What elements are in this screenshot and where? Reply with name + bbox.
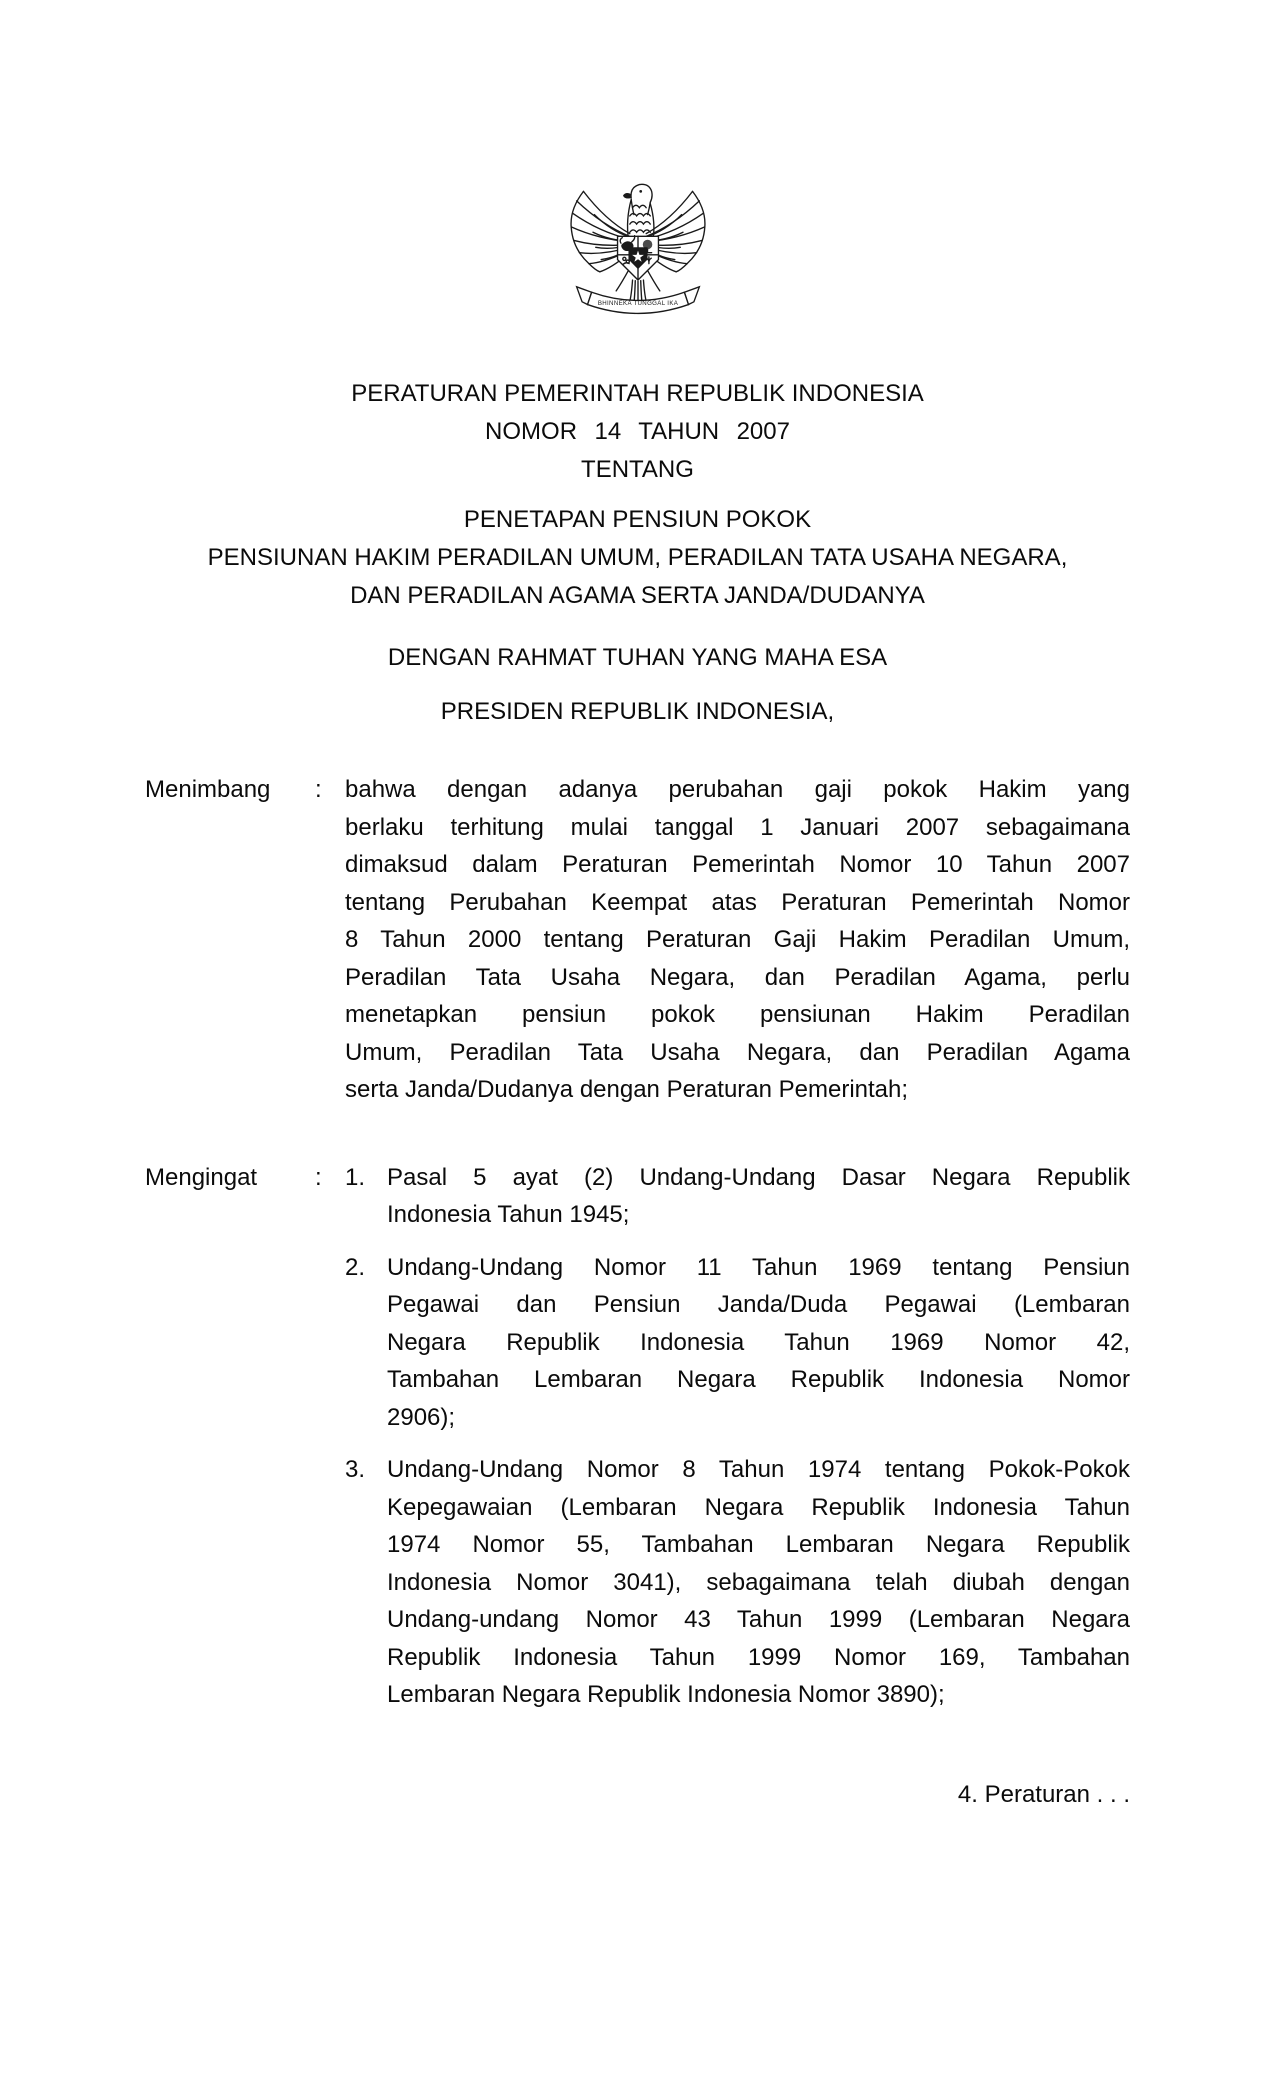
text-line: Undang-Undang Nomor 11 Tahun 1969 tentang Pensiun — [387, 1253, 1130, 1281]
text-line: Peradilan Tata Usaha Negara, dan Peradilan Agama, perlu — [345, 963, 1130, 991]
text-line: Indonesia Tahun 1945; — [387, 1201, 630, 1228]
text-line: serta Janda/Dudanya dengan Peraturan Pemerintah; — [345, 1076, 909, 1103]
text-line: 1974 Nomor 55, Tambahan Lembaran Negara Republik — [387, 1531, 1130, 1558]
text-line: Undang-Undang Nomor 8 Tahun 1974 tentang Pokok-Pokok — [387, 1456, 1130, 1483]
text-line: Pegawai dan Pensiun Janda/Duda Pegawai (Lembaran — [387, 1291, 1130, 1318]
text-line: DAN PERADILAN AGAMA SERTA JANDA/DUDANYA — [350, 582, 925, 609]
text-line: Undang-undang Nomor 43 Tahun 1999 (Lembaran Negara — [387, 1606, 1130, 1633]
emblem-container — [0, 0, 1275, 337]
considering-paragraph — [345, 771, 1130, 1109]
text-line: tentang Perubahan Keempat atas Peraturan Pemerintah Nomor — [345, 888, 1130, 916]
authority-line: PRESIDEN REPUBLIK INDONESIA, — [440, 698, 835, 725]
text-line: dimaksud dalam Peraturan Pemerintah Nomor 10 Tahun 2007 — [345, 851, 1130, 878]
numbered-item — [345, 1249, 1130, 1437]
text-line: Tambahan Lembaran Negara Republik Indonesia Nomor — [387, 1366, 1130, 1393]
title-block — [145, 375, 1130, 731]
recalling-label: Mengingat — [145, 1163, 258, 1191]
document-content — [145, 375, 1130, 1814]
text-line: 8 Tahun 2000 tentang Peraturan Gaji Hakim Peradilan Umum, — [345, 926, 1130, 953]
text-line: Umum, Peradilan Tata Usaha Negara, dan Peradilan Agama — [345, 1038, 1130, 1066]
item-text — [387, 1451, 1130, 1714]
text-line: Indonesia Nomor 3041), sebagaimana telah diubah dengan — [387, 1568, 1130, 1596]
item-number: 2. — [345, 1253, 366, 1281]
pancasila-shield — [617, 236, 658, 280]
page-catchword: 4. Peraturan . . . — [957, 1780, 1130, 1808]
tentang-label: TENTANG — [581, 456, 694, 483]
invocation-line: DENGAN RAHMAT TUHAN YANG MAHA ESA — [387, 644, 888, 671]
text-line: Pasal 5 ayat (2) Undang-Undang Dasar Negara Republik — [387, 1163, 1130, 1191]
recalling-items — [345, 1159, 1130, 1714]
regulation-number: NOMOR 14 TAHUN 2007 — [485, 418, 790, 445]
considering-clause — [145, 771, 1130, 1109]
text-line: bahwa dengan adanya perubahan gaji pokok Hakim yang — [345, 776, 1130, 803]
item-text — [387, 1159, 1130, 1234]
text-line: Republik Indonesia Tahun 1999 Nomor 169, Tambahan — [387, 1643, 1130, 1671]
colon-separator: : — [315, 776, 322, 803]
text-line: berlaku terhitung mulai tanggal 1 Januari 2007 sebagaimana — [345, 813, 1130, 841]
item-number: 1. — [345, 1163, 366, 1191]
text-line: Lembaran Negara Republik Indonesia Nomor 3890); — [387, 1681, 945, 1708]
regulation-title: PERATURAN PEMERINTAH REPUBLIK INDONESIA — [351, 380, 924, 407]
colon-separator: : — [315, 1163, 322, 1191]
numbered-item — [345, 1159, 1130, 1234]
text-line: PENETAPAN PENSIUN POKOK — [463, 506, 812, 533]
text-line: PENSIUNAN HAKIM PERADILAN UMUM, PERADILAN TATA USAHA NEGARA, — [207, 544, 1068, 571]
considering-label: Menimbang — [145, 776, 271, 803]
eagle-head — [623, 184, 652, 214]
text-line: Negara Republik Indonesia Tahun 1969 Nomor 42, — [387, 1328, 1130, 1356]
regulation-subject — [145, 501, 1130, 615]
recalling-clause — [145, 1159, 1130, 1714]
text-line: Kepegawaian (Lembaran Negara Republik Indonesia Tahun — [387, 1493, 1130, 1521]
text-line: 2906); — [387, 1403, 456, 1431]
garuda-pancasila-emblem — [563, 168, 713, 332]
motto-text: BHINNEKA TUNGGAL IKA — [597, 300, 678, 308]
item-text — [387, 1249, 1130, 1437]
item-number: 3. — [345, 1456, 366, 1483]
numbered-item — [345, 1451, 1130, 1714]
text-line: menetapkan pensiun pokok pensiunan Hakim Peradilan — [345, 1001, 1130, 1028]
